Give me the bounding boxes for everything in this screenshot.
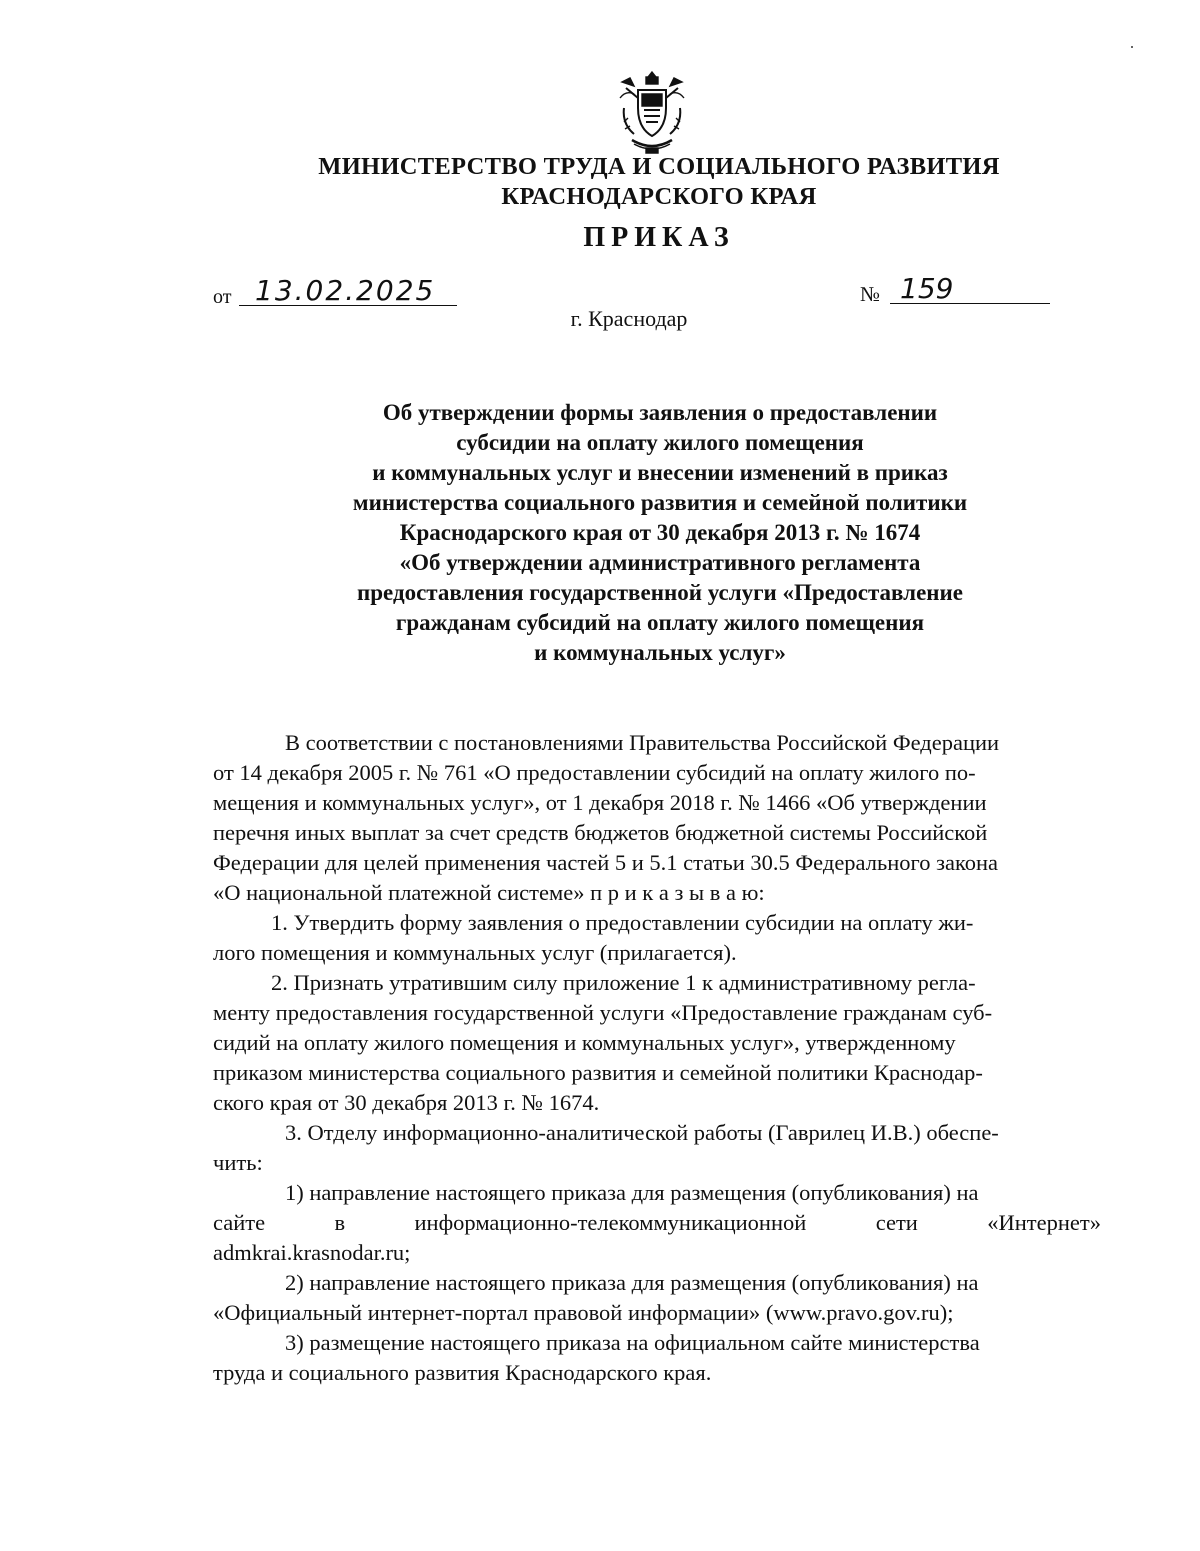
number-prefix: № xyxy=(860,282,881,306)
subitem-1-word: в xyxy=(334,1210,346,1235)
preamble-line: перечня иных выплат за счет средств бюджетов бюджетной системы Российской xyxy=(213,820,988,845)
city-label: г. Краснодар xyxy=(570,306,688,331)
item-3-line: чить: xyxy=(213,1150,263,1175)
title-line: «Об утверждении административного регламента xyxy=(399,550,921,575)
preamble-line: от 14 декабря 2005 г. № 761 «О предоставлении субсидий на оплату жилого по- xyxy=(213,760,976,785)
subitem-1-word: сайте xyxy=(213,1210,266,1235)
title-line: и коммунальных услуг» xyxy=(534,640,786,665)
title-line: и коммунальных услуг и внесении изменений в приказ xyxy=(372,460,948,485)
title-line: министерства социального развития и семейной политики xyxy=(352,490,968,515)
item-2-line: менту предоставления государственной услуги «Предоставление гражданам суб- xyxy=(213,1000,993,1025)
preamble-line: мещения и коммунальных услуг», от 1 декабря 2018 г. № 1466 «Об утверждении xyxy=(213,790,987,815)
document-type-heading: ПРИКАЗ xyxy=(583,222,735,253)
preamble-line: В соответствии с постановлениями Правительства Российской Федерации xyxy=(285,730,1000,755)
subitem-2-line: «Официальный интернет-портал правовой информации» (www.pravo.gov.ru); xyxy=(213,1300,954,1325)
item-2-line: приказом министерства социального развития и семейной политики Краснодар- xyxy=(213,1060,983,1085)
subitem-2-paragraph xyxy=(213,1268,1101,1328)
subitem-1-word: информационно-телекоммуникационной xyxy=(414,1210,807,1235)
subitem-1-line: admkrai.krasnodar.ru; xyxy=(213,1240,411,1265)
item-2-line: сидий на оплату жилого помещения и коммунальных услуг», утвержденному xyxy=(213,1030,956,1055)
subitem-1-word: «Интернет» xyxy=(987,1210,1101,1235)
title-line: предоставления государственной услуги «Предоставление xyxy=(357,580,963,605)
item-1-line: 1. Утвердить форму заявления о предоставлении субсидии на оплату жи- xyxy=(271,910,974,935)
number-field xyxy=(860,270,1060,310)
item-1-line: лого помещения и коммунальных услуг (прилагается). xyxy=(213,940,737,965)
ministry-name-line-1: МИНИСТЕРСТВО ТРУДА И СОЦИАЛЬНОГО РАЗВИТИЯ xyxy=(318,153,1000,180)
item-2-paragraph xyxy=(213,968,1101,1118)
subitem-2-line: 2) направление настоящего приказа для размещения (опубликования) на xyxy=(285,1270,979,1295)
item-2-line: 2. Признать утратившим силу приложение 1 к административному регла- xyxy=(271,970,976,995)
subitem-1-paragraph xyxy=(213,1178,1101,1268)
item-3-line: 3. Отделу информационно-аналитической работы (Гаврилец И.В.) обеспе- xyxy=(285,1120,999,1145)
scan-speck xyxy=(1131,46,1133,48)
subitem-1-line: 1) направление настоящего приказа для размещения (опубликования) на xyxy=(285,1180,979,1205)
date-field xyxy=(213,270,453,310)
item-1-paragraph xyxy=(213,908,1101,968)
preamble-paragraph xyxy=(213,728,1101,908)
title-line: Краснодарского края от 30 декабря 2013 г. № 1674 xyxy=(399,520,921,545)
document-title xyxy=(300,398,1020,668)
title-line: субсидии на оплату жилого помещения xyxy=(456,430,864,455)
subitem-1-spread-line xyxy=(213,1208,1101,1238)
document-body xyxy=(213,728,1101,1388)
preamble-line: Федерации для целей применения частей 5 и 5.1 статьи 30.5 Федерального закона xyxy=(213,850,999,875)
title-line: гражданам субсидий на оплату жилого помещения xyxy=(395,610,925,635)
title-line: Об утверждении формы заявления о предоставлении xyxy=(382,400,938,425)
subitem-1-word: сети xyxy=(875,1210,918,1235)
date-handwritten: 13.02.2025 xyxy=(255,274,436,307)
number-underline xyxy=(890,303,1050,304)
ministry-header xyxy=(0,152,1200,212)
subitem-3-line: труда и социального развития Краснодарского края. xyxy=(213,1360,712,1385)
number-handwritten: 159 xyxy=(900,272,954,305)
subitem-3-paragraph xyxy=(213,1328,1101,1388)
date-prefix: от xyxy=(213,286,232,308)
item-2-line: ского края от 30 декабря 2013 г. № 1674. xyxy=(213,1090,600,1115)
item-3-paragraph xyxy=(213,1118,1101,1178)
subitem-3-line: 3) размещение настоящего приказа на официальном сайте министерства xyxy=(285,1330,980,1355)
preamble-line: «О национальной платежной системе» п р и к а з ы в а ю: xyxy=(213,880,765,905)
ministry-name-line-2: КРАСНОДАРСКОГО КРАЯ xyxy=(501,183,817,210)
coat-of-arms-emblem xyxy=(616,68,688,156)
